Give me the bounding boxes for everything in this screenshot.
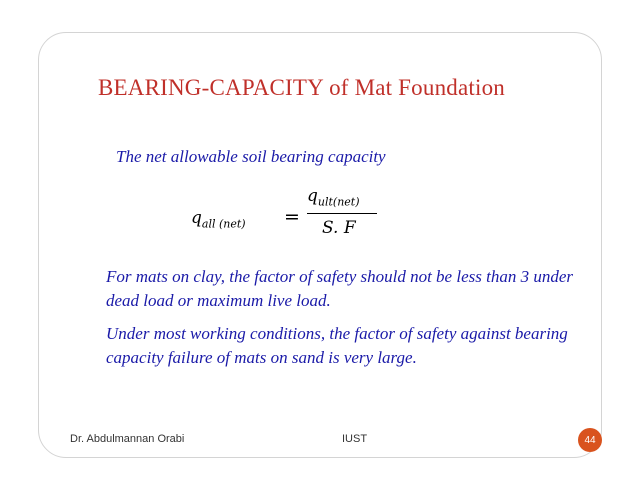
formula-denominator: S. F — [322, 218, 356, 238]
paragraph-clay-safety: For mats on clay, the factor of safety should not be less than 3 under dead load or maximum live load. — [106, 267, 573, 310]
formula-numerator-symbol: q — [307, 186, 318, 206]
paragraph-sand-safety: Under most working conditions, the factor of safety against bearing capacity failure of mats on sand is very large. — [106, 324, 568, 367]
formula-fraction-bar — [307, 213, 377, 214]
formula-lhs-symbol: q — [191, 208, 202, 228]
formula-equals: = — [284, 206, 300, 228]
formula-numerator-subscript: ult(net) — [317, 195, 360, 209]
slide-title: BEARING-CAPACITY of Mat Foundation — [98, 75, 505, 100]
formula-numerator — [307, 186, 360, 208]
formula-lhs — [191, 208, 246, 230]
slide-subtitle: The net allowable soil bearing capacity — [116, 147, 386, 166]
footer-institution: IUST — [342, 433, 368, 445]
footer-author: Dr. Abdulmannan Orabi — [70, 433, 185, 445]
formula-lhs-subscript: all (net) — [201, 217, 246, 231]
page-number-badge: 44 — [578, 428, 602, 452]
